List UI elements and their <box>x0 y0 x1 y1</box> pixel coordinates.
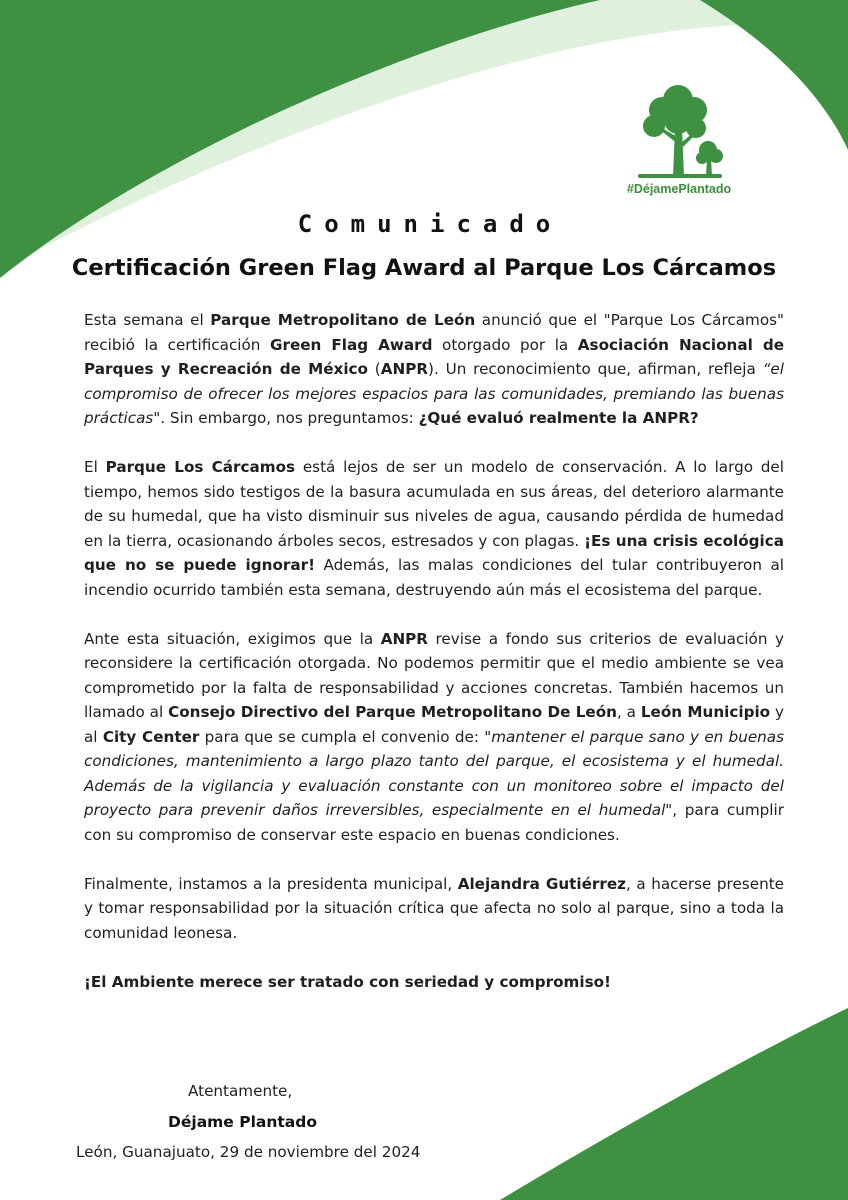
bold-text: City Center <box>102 727 200 746</box>
bold-text: ANPR <box>380 629 428 648</box>
heading: Comunicado <box>297 210 563 238</box>
hashtag: #DéjamePlantado <box>626 182 732 196</box>
text: y al <box>84 703 784 746</box>
text: , a hacerse presente y tomar responsabilidad por la situación crítica que afecta no solo al parque, sino a toda la comunidad leonesa. <box>84 874 784 942</box>
bold-text: Alejandra Gutiérrez <box>457 874 627 893</box>
bold-text: ¡Es una crisis ecológica que no se puede ignorar! <box>84 531 784 574</box>
quote: “el compromiso de ofrecer los mejores espacios para las comunidades, premiando las buenas prácticas" <box>84 360 784 427</box>
text: está lejos de ser un modelo de conservación. A lo largo del tiempo, hemos sido testigos de la basura acumulada en sus áreas, del deterioro alarmante de su humedal, que ha visto disminuir sus niveles de agua, causando pérdida de humedad en la tierra, ocasionando árboles secos, estresados y con plagas. <box>84 458 784 550</box>
text: , a <box>616 703 641 721</box>
logo <box>614 84 744 202</box>
bold-text: ANPR <box>380 360 429 378</box>
bottom-dark-wave <box>500 1008 848 1200</box>
bold-text: Parque Metropolitano de León <box>210 311 476 329</box>
text: para que se cumpla el convenio de: <box>199 727 485 746</box>
paragraph-1 <box>84 308 784 431</box>
letter-body <box>84 308 784 1019</box>
text: ). Un reconocimiento que, afirman, refleja <box>428 360 763 378</box>
bold-text: Green Flag Award <box>269 335 433 354</box>
bold-text: Consejo Directivo del Parque Metropolitano De León <box>168 703 617 721</box>
text: Además, las malas condiciones del tular contribuyeron al incendio ocurrido también esta semana, destruyendo aún más el ecosistema del parque. <box>84 556 784 599</box>
paragraph-4 <box>84 872 784 946</box>
text: Esta semana el <box>84 311 211 329</box>
text: El <box>84 458 106 476</box>
page-title: Certificación Green Flag Award al Parque Los Cárcamos <box>71 255 777 281</box>
quote: "mantener el parque sano y en buenas condiciones, mantenimiento a largo plazo tanto del parque, el ecosistema y el humedal. Además de la vigilancia y evaluación constante con un monitoreo sobre el impacto del proyecto para prevenir daños irreversibles, especialmente en el humedal" <box>84 727 785 819</box>
text: Ante esta situación, exigimos que la <box>84 629 381 648</box>
bold-text: Parque Los Cárcamos <box>105 458 296 476</box>
tree-icon <box>632 84 726 180</box>
bold-text: ¿Qué evaluó realmente la ANPR? <box>418 409 699 427</box>
text: ( <box>368 360 381 378</box>
paragraph-3 <box>84 627 784 848</box>
signature-greeting: Atentamente, <box>188 1082 293 1100</box>
text: anunció que el "Parque Los Cárcamos" recibió la certificación <box>84 311 785 354</box>
bold-text: León Municipio <box>640 703 771 721</box>
text: Finalmente, instamos a la presidenta municipal, <box>84 874 458 893</box>
signature-place-date: León, Guanajuato, 29 de noviembre del 2024 <box>76 1143 421 1161</box>
signature-org: Déjame Plantado <box>168 1113 317 1131</box>
text: , para cumplir con su compromiso de conservar este espacio en buenas condiciones. <box>84 801 784 844</box>
text: . Sin embargo, nos preguntamos: <box>160 409 419 427</box>
text: revise a fondo sus criterios de evaluación y reconsidere la certificación otorgada. No podemos permitir que el medio ambiente se vea comprometido por la falta de responsabilidad y acciones concretas. También hacemos un llamado al <box>84 629 784 721</box>
bold-text: Asociación Nacional de Parques y Recreación de México <box>84 335 784 378</box>
paragraph-2 <box>84 455 784 602</box>
text: otorgado por la <box>432 335 578 354</box>
closing-statement: ¡El Ambiente merece ser tratado con seriedad y compromiso! <box>84 972 611 991</box>
